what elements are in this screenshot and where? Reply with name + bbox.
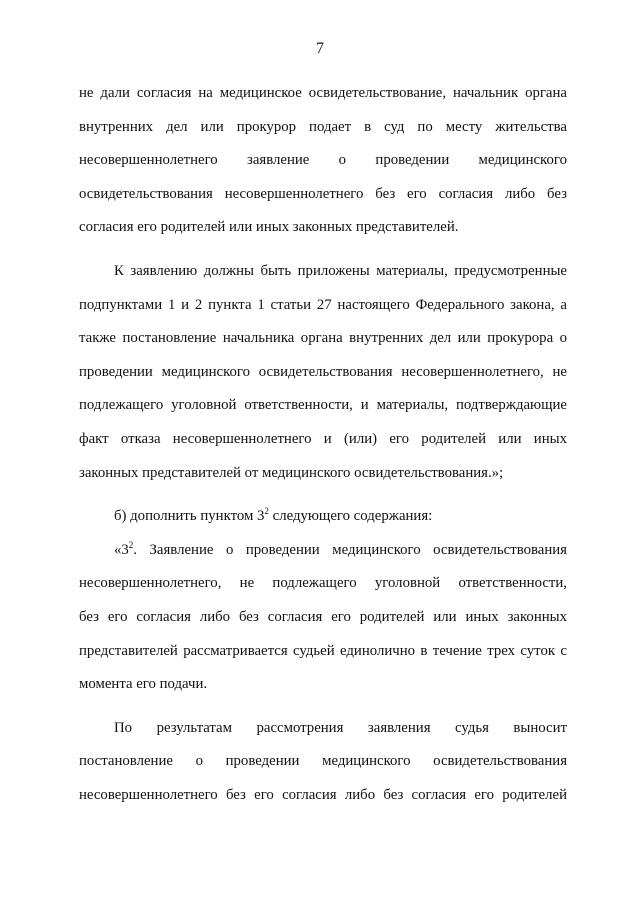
text-line: представителей рассматривается судьей единолично в течение трех суток с [79,642,567,659]
text-line: также постановление начальника органа внутренних дел или прокурора о [79,330,567,347]
text-line: По результатам рассмотрения заявления судья выносит [114,719,567,736]
text-line: несовершеннолетнего, не подлежащего уголовной ответственности, [79,575,567,592]
text-line: факт отказа несовершеннолетнего и (или) его родителей или иных [79,430,567,447]
paragraph-1 [79,77,567,245]
paragraph-4 [79,534,567,702]
text-line: внутренних дел или прокурор подает в суд по месту жительства [79,118,567,135]
text-line: без его согласия либо без согласия его родителей или иных законных [79,608,567,625]
text-segment: «3 [114,541,129,558]
text-line: проведении медицинского освидетельствования несовершеннолетнего, не [79,363,567,380]
text-segment: б) дополнить пунктом 3 [114,508,265,525]
text-line: момента его подачи. [79,676,208,693]
text-line: К заявлению должны быть приложены материалы, предусмотренные [114,262,567,279]
text-line: подлежащего уголовной ответственности, и материалы, подтверждающие [79,397,567,414]
text-line: согласия его родителей или иных законных представителей. [79,219,459,236]
text-line: постановление о проведении медицинского освидетельствования [79,753,567,770]
text-line: несовершеннолетнего заявление о проведении медицинского [79,152,567,169]
text-line [79,500,567,534]
paragraph-5 [79,712,567,813]
page-number: 7 [316,40,324,57]
text-line [79,534,567,568]
text-line: освидетельствования несовершеннолетнего без его согласия либо без [79,185,567,202]
text-line: законных представителей от медицинского освидетельствования.»; [79,464,504,481]
text-segment: . Заявление о проведении медицинского освидетельствования [133,541,567,558]
text-segment: следующего содержания: [268,508,433,525]
superscript: 2 [128,539,134,550]
document-body [79,77,567,812]
paragraph-3 [79,500,567,534]
text-line: подпунктами 1 и 2 пункта 1 статьи 27 настоящего Федерального закона, а [79,296,567,313]
text-line: не дали согласия на медицинское освидетельствование, начальник органа [79,85,567,101]
paragraph-2 [79,255,567,490]
superscript: 2 [264,506,269,517]
text-line: несовершеннолетнего без его согласия либо без согласия его родителей [79,786,567,803]
